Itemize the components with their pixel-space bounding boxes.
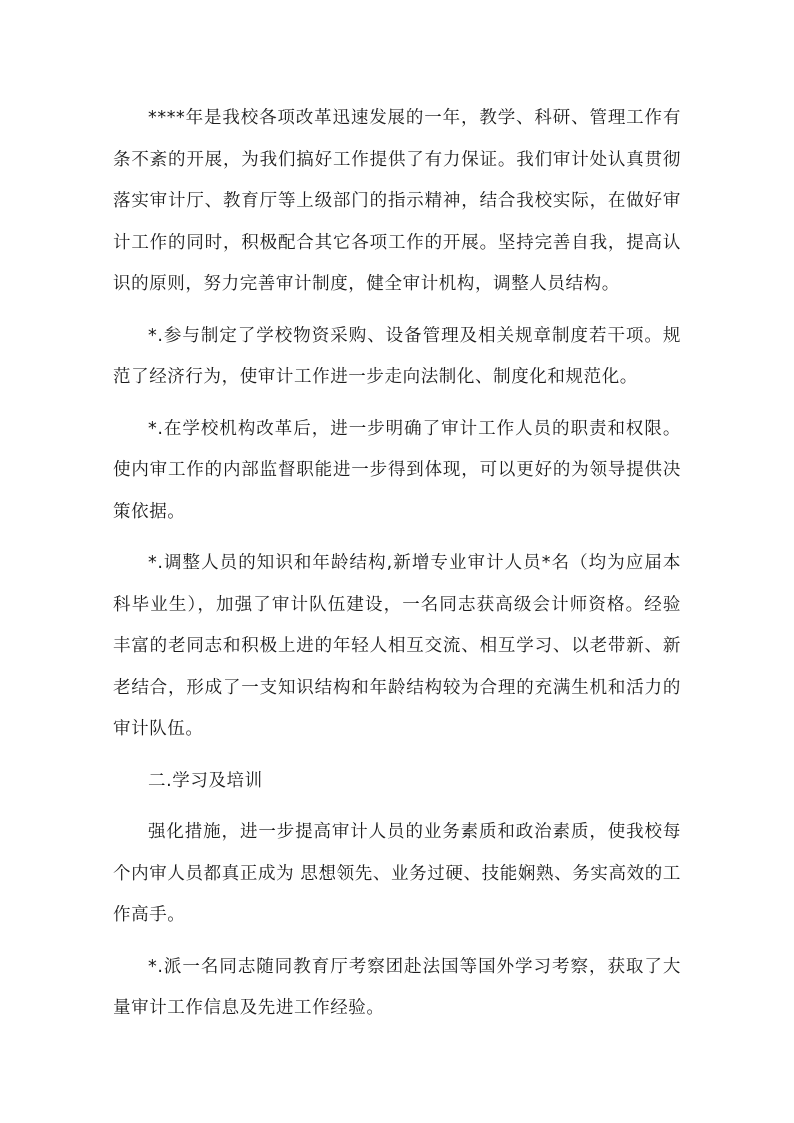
paragraph-intro: ****年是我校各项改革迅速发展的一年，教学、科研、管理工作有条不紊的开展，为我们搞好工作提供了有力保证。我们审计处认真贯彻落实审计厅、教育厅等上级部门的指示精神，结合我校实际，在做好审计工作的同时，积极配合其它各项工作的开展。坚持完善自我，提高认识的原则，努力完善审计制度，健全审计机构，调整人员结构。: [113, 108, 681, 294]
document-body: [113, 98, 681, 1040]
paragraph-training-measures: 强化措施，进一步提高审计人员的业务素质和政治素质，使我校每个内审人员都真正成为 思想领先、业务过硬、技能娴熟、务实高效的工作高手。: [113, 822, 681, 925]
paragraph-item-regulations: *.参与制定了学校物资采购、设备管理及相关规章制度若干项。规范了经济行为，使审计工作进一步走向法制化、制度化和规范化。: [113, 325, 681, 387]
paragraph-item-overseas-study: *.派一名同志随同教育厅考察团赴法国等国外学习考察，获取了大量审计工作信息及先进工作经验。: [113, 956, 681, 1018]
section-heading-training: 二.学习及培训: [148, 770, 263, 791]
paragraph-item-responsibilities: *.在学校机构改革后，进一步明确了审计工作人员的职责和权限。使内审工作的内部监督职能进一步得到体现，可以更好的为领导提供决策依据。: [113, 418, 681, 522]
paragraph-item-staff-structure: *.调整人员的知识和年龄结构,新增专业审计人员*名（均为应届本科毕业生），加强了审计队伍建设，一名同志获高级会计师资格。经验丰富的老同志和积极上进的年轻人相互交流、相互学习、以老带新、新老结合，形成了一支知识结构和年龄结构较为合理的充满生机和活力的审计队伍。: [113, 553, 681, 739]
